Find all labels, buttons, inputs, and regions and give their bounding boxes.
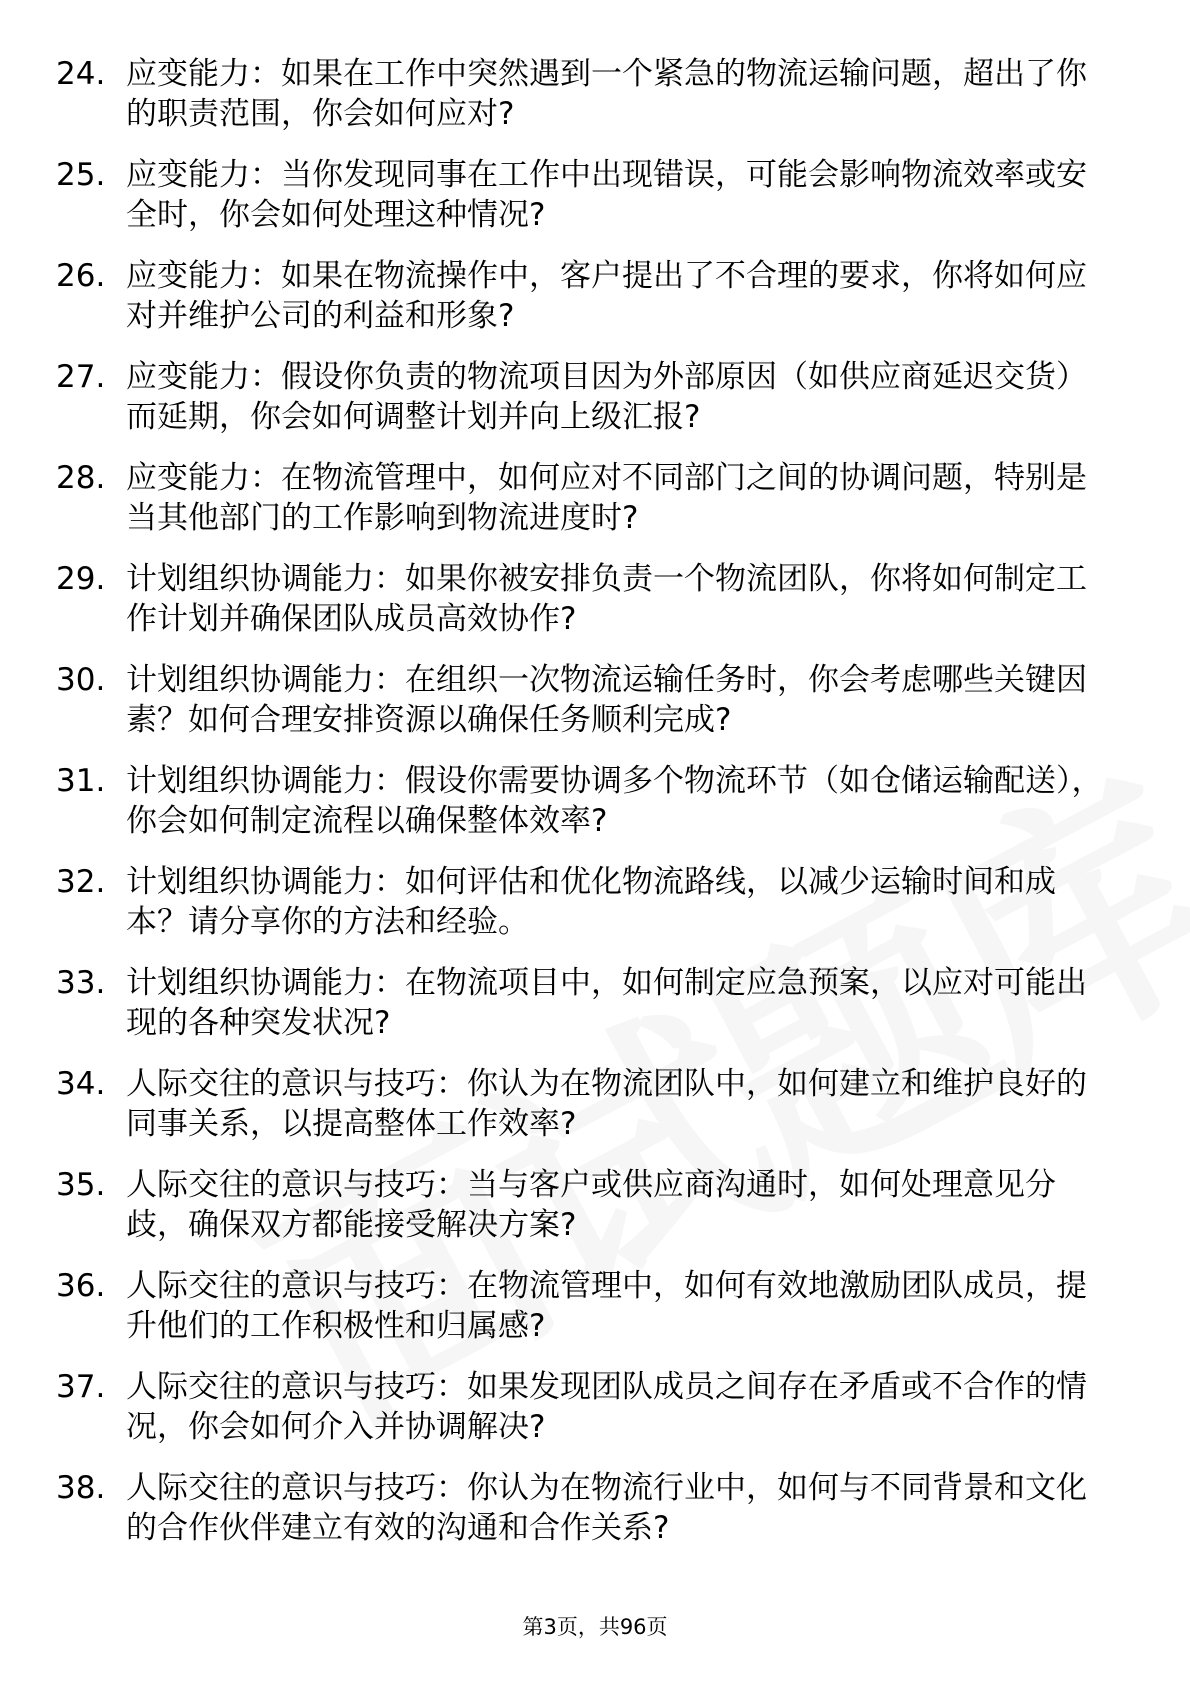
question-text: 应变能力：在物流管理中，如何应对不同部门之间的协调问题，特别是当其他部门的工作影响到物流进度时? <box>126 460 1087 536</box>
question-item <box>56 862 1116 942</box>
question-item <box>56 357 1116 437</box>
question-item <box>56 1064 1116 1144</box>
question-number: 26. <box>56 258 106 294</box>
question-number: 37. <box>56 1369 106 1405</box>
question-text: 计划组织协调能力：在组织一次物流运输任务时，你会考虑哪些关键因素？如何合理安排资源以确保任务顺利完成? <box>126 662 1087 738</box>
question-number: 25. <box>56 157 106 193</box>
question-number: 38. <box>56 1470 106 1506</box>
question-number: 35. <box>56 1167 106 1203</box>
question-list <box>56 54 1116 1569</box>
question-text: 计划组织协调能力：假设你需要协调多个物流环节（如仓储运输配送），你会如何制定流程以确保整体效率? <box>126 763 1103 839</box>
question-item <box>56 1266 1116 1346</box>
question-item <box>56 256 1116 336</box>
question-item <box>56 1165 1116 1245</box>
question-text: 计划组织协调能力：如果你被安排负责一个物流团队，你将如何制定工作计划并确保团队成员高效协作? <box>126 561 1087 637</box>
question-text: 人际交往的意识与技巧：你认为在物流团队中，如何建立和维护良好的同事关系，以提高整体工作效率? <box>126 1066 1087 1142</box>
question-item <box>56 559 1116 639</box>
question-number: 32. <box>56 864 106 900</box>
question-number: 33. <box>56 965 106 1001</box>
question-number: 36. <box>56 1268 106 1304</box>
question-item <box>56 1367 1116 1447</box>
question-text: 应变能力：如果在物流操作中，客户提出了不合理的要求，你将如何应对并维护公司的利益和形象? <box>126 258 1087 334</box>
question-number: 29. <box>56 561 106 597</box>
question-item <box>56 54 1116 134</box>
question-item <box>56 155 1116 235</box>
question-number: 34. <box>56 1066 106 1102</box>
question-text: 应变能力：当你发现同事在工作中出现错误，可能会影响物流效率或安全时，你会如何处理这种情况? <box>126 157 1087 233</box>
question-number: 30. <box>56 662 106 698</box>
question-text: 人际交往的意识与技巧：当与客户或供应商沟通时，如何处理意见分歧，确保双方都能接受解决方案? <box>126 1167 1056 1243</box>
question-text: 应变能力：假设你负责的物流项目因为外部原因（如供应商延迟交货）而延期，你会如何调整计划并向上级汇报? <box>126 359 1087 435</box>
question-item <box>56 660 1116 740</box>
question-item <box>56 458 1116 538</box>
question-text: 计划组织协调能力：在物流项目中，如何制定应急预案，以应对可能出现的各种突发状况? <box>126 965 1087 1041</box>
question-item <box>56 1468 1116 1548</box>
question-number: 31. <box>56 763 106 799</box>
question-number: 27. <box>56 359 106 395</box>
question-text: 人际交往的意识与技巧：在物流管理中，如何有效地激励团队成员，提升他们的工作积极性和归属感? <box>126 1268 1087 1344</box>
question-item <box>56 761 1116 841</box>
question-text: 人际交往的意识与技巧：你认为在物流行业中，如何与不同背景和文化的合作伙伴建立有效的沟通和合作关系? <box>126 1470 1087 1546</box>
question-number: 24. <box>56 56 106 92</box>
question-text: 应变能力：如果在工作中突然遇到一个紧急的物流运输问题，超出了你的职责范围，你会如何应对? <box>126 56 1087 132</box>
question-number: 28. <box>56 460 106 496</box>
page-footer: 第3页，共96页 <box>522 1615 668 1639</box>
question-text: 计划组织协调能力：如何评估和优化物流路线，以减少运输时间和成本？请分享你的方法和经验。 <box>126 864 1056 940</box>
question-item <box>56 963 1116 1043</box>
question-text: 人际交往的意识与技巧：如果发现团队成员之间存在矛盾或不合作的情况，你会如何介入并协调解决? <box>126 1369 1087 1445</box>
